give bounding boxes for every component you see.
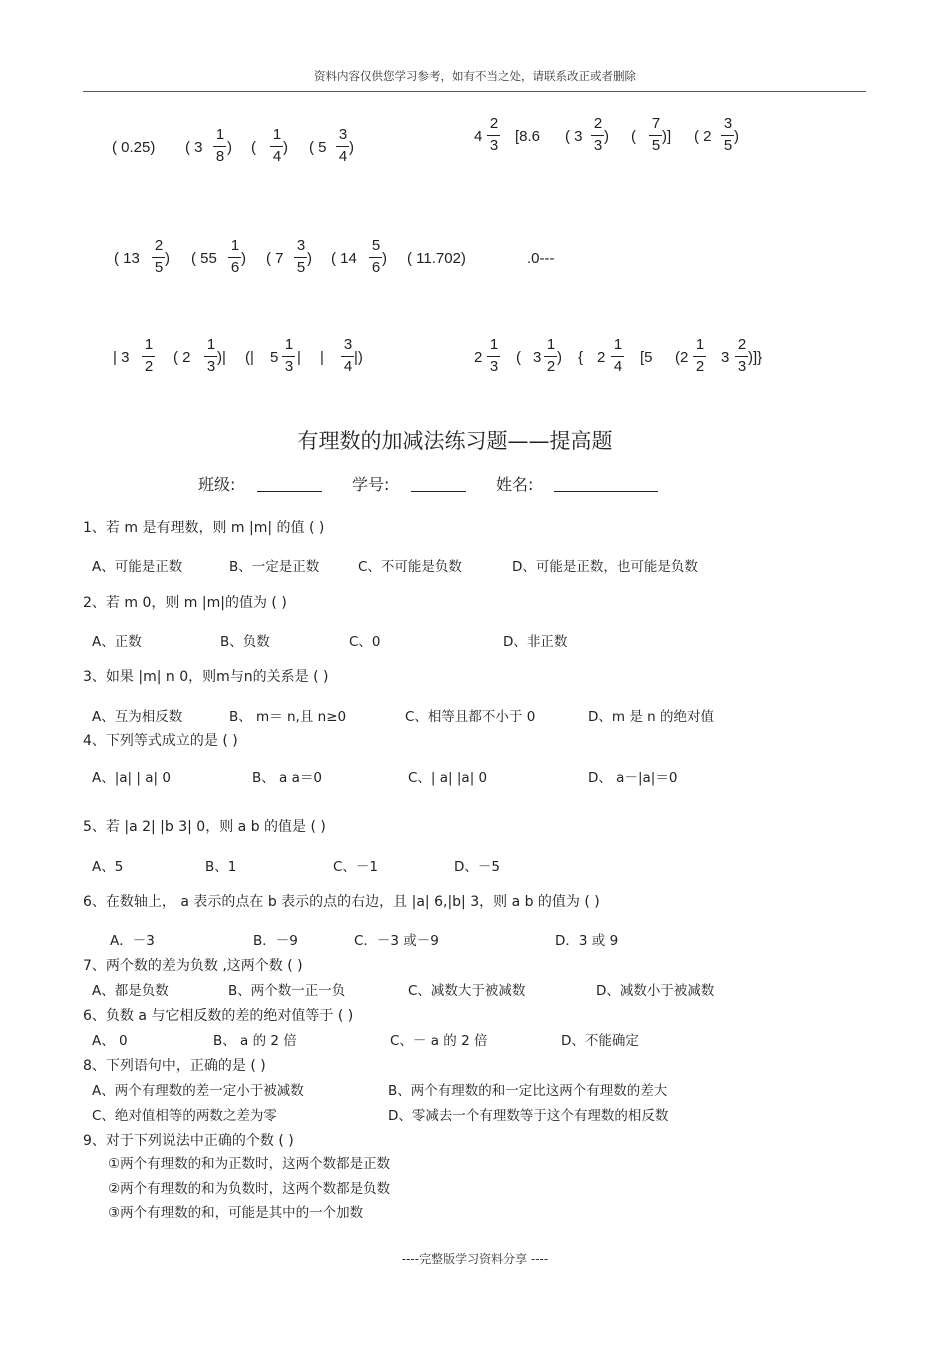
row3-left-text-0: | 3 <box>113 349 130 366</box>
name-label: 姓名: <box>496 475 534 494</box>
row1-left-text-4: ( <box>251 139 256 156</box>
row1-left-frac-2-denominator: 8 <box>215 148 225 165</box>
question-5-option-1[interactable]: A、5 <box>92 859 124 875</box>
question-4-option-4[interactable]: D、 a－|a|＝0 <box>588 770 678 786</box>
row2-frac-1-bar <box>152 257 165 258</box>
row2-frac-7-denominator: 5 <box>296 259 306 276</box>
row3-right-frac-11-numerator: 1 <box>695 336 705 353</box>
row3-left-text-5: (| <box>245 349 254 366</box>
row1-left-frac-2-numerator: 1 <box>215 126 225 143</box>
row1-right-text-8: )] <box>662 128 672 145</box>
row1-left-text-6: ) <box>283 139 288 156</box>
question-7-option-1[interactable]: A、都是负数 <box>92 983 169 999</box>
row3-left-frac-3-bar <box>204 356 217 357</box>
row3-left-frac-3-numerator: 1 <box>206 336 216 353</box>
row3-right-text-10: (2 <box>675 349 689 366</box>
row3-left-frac-7-numerator: 1 <box>284 336 294 353</box>
question-6: 6、在数轴上， a 表示的点在 b 表示的点的右边，且 |a| 6,|b| 3，则 a b 的值为 ( ) <box>83 894 600 910</box>
row2-frac-10-bar <box>369 257 382 258</box>
question-1-option-4[interactable]: D、可能是正数，也可能是负数 <box>512 559 698 575</box>
row1-left-frac-8-denominator: 4 <box>338 148 348 165</box>
question-2-option-4[interactable]: D、非正数 <box>503 634 568 650</box>
row1-right-frac-4-numerator: 2 <box>593 115 603 132</box>
row3-right-frac-8-denominator: 4 <box>613 358 623 375</box>
question-10-option-3[interactable]: ③两个有理数的和，可能是其中的一个加数 <box>108 1205 364 1221</box>
row2-frac-7-numerator: 3 <box>296 237 306 254</box>
row2-text-0: ( 13 <box>114 250 140 267</box>
question-3-option-4[interactable]: D、m 是 n 的绝对值 <box>588 709 714 725</box>
row1-right-frac-4-bar <box>591 135 604 136</box>
question-2-option-3[interactable]: C、0 <box>349 634 381 650</box>
row1-right-text-0: 4 <box>474 128 483 145</box>
row2-frac-4-numerator: 1 <box>230 237 240 254</box>
question-10-option-2[interactable]: ②两个有理数的和为负数时，这两个数都是负数 <box>108 1181 391 1197</box>
row1-right-frac-10-numerator: 3 <box>723 115 733 132</box>
row3-right-text-0: 2 <box>474 349 483 366</box>
question-7-option-2[interactable]: B、两个数一正一负 <box>228 983 346 999</box>
row2-text-3: ( 55 <box>191 250 217 267</box>
question-2-option-2[interactable]: B、负数 <box>220 634 270 650</box>
row1-right-text-11: ) <box>734 128 739 145</box>
row1-right-frac-1-denominator: 3 <box>489 137 499 154</box>
row3-left-text-6: 5 <box>270 349 279 366</box>
question-9-option-2[interactable]: B、两个有理数的和一定比这两个有理数的差大 <box>388 1083 668 1099</box>
row3-right-frac-1-denominator: 3 <box>489 358 499 375</box>
question-6-option-1[interactable]: A．－3 <box>110 933 155 949</box>
question-7-option-3[interactable]: C、减数大于被减数 <box>408 983 526 999</box>
row1-right-frac-7-bar <box>649 135 662 136</box>
row3-right-frac-11-bar <box>693 356 706 357</box>
question-4-option-3[interactable]: C、| a| |a| 0 <box>408 770 488 786</box>
row3-right-text-2: ( <box>516 349 521 366</box>
page-header: 资料内容仅供您学习参考，如有不当之处，请联系改正或者删除 <box>314 69 636 83</box>
row1-left-text-7: ( 5 <box>309 139 327 156</box>
row2-frac-10-denominator: 6 <box>371 259 381 276</box>
row3-right-text-3: 3 <box>533 349 542 366</box>
question-2: 2、若 m 0，则 m |m|的值为 ( ) <box>83 595 287 611</box>
row3-left-frac-10-bar <box>341 356 354 357</box>
row3-right-frac-1-numerator: 1 <box>489 336 499 353</box>
row1-right-frac-1-bar <box>487 135 500 136</box>
row3-right-frac-11-denominator: 2 <box>695 358 705 375</box>
question-6-option-4[interactable]: D．3 或 9 <box>555 933 619 949</box>
row1-right-frac-10-bar <box>721 135 734 136</box>
row2-text-5: ) <box>241 250 246 267</box>
question-9-option-3[interactable]: C、绝对值相等的两数之差为零 <box>92 1108 277 1124</box>
question-10: 9、对于下列说法中正确的个数 ( ) <box>83 1133 294 1149</box>
row3-right-frac-13-bar <box>735 356 748 357</box>
row3-right-frac-4-numerator: 1 <box>546 336 556 353</box>
class-label: 班级: <box>198 475 236 494</box>
row1-right-text-9: ( 2 <box>694 128 712 145</box>
question-5-option-4[interactable]: D、－5 <box>454 859 500 875</box>
row3-left-text-9: | <box>320 349 324 366</box>
question-3-option-2[interactable]: B、 m＝ n,且 n≥0 <box>229 709 347 725</box>
row1-right-text-2: [8.6 <box>515 128 541 145</box>
row2-text-13: .0--- <box>527 250 555 267</box>
row1-left-frac-8-numerator: 3 <box>338 126 348 143</box>
row2-text-2: ) <box>165 250 170 267</box>
question-8-option-2[interactable]: B、 a 的 2 倍 <box>213 1033 297 1049</box>
question-7: 7、两个数的差为负数 ,这两个数 ( ) <box>83 958 303 974</box>
question-1-option-2[interactable]: B、一定是正数 <box>229 559 320 575</box>
page-footer: ----完整版学习资料分享 ---- <box>401 1252 549 1266</box>
row2-frac-4-denominator: 6 <box>230 259 240 276</box>
row3-right-text-6: { <box>578 349 584 366</box>
row1-right-frac-1-numerator: 2 <box>489 115 499 132</box>
question-6-option-3[interactable]: C．－3 或－9 <box>354 933 439 949</box>
question-3: 3、如果 |m| n 0，则m与n的关系是 ( ) <box>83 669 329 685</box>
question-3-option-3[interactable]: C、相等且都不小于 0 <box>405 709 536 725</box>
row1-left-frac-2-bar <box>213 146 226 147</box>
question-4: 4、下列等式成立的是 ( ) <box>83 733 238 749</box>
number-blank[interactable] <box>411 491 466 492</box>
row3-right-text-5: ) <box>557 349 562 366</box>
row3-right-frac-8-numerator: 1 <box>613 336 623 353</box>
row3-right-text-12: 3 <box>721 349 730 366</box>
question-5-option-3[interactable]: C、－1 <box>333 859 379 875</box>
question-8-option-4[interactable]: D、不能确定 <box>561 1033 639 1049</box>
class-blank[interactable] <box>257 491 322 492</box>
row3-left-frac-1-denominator: 2 <box>144 358 154 375</box>
row3-left-frac-1-bar <box>142 356 155 357</box>
row2-text-12: ( 11.702) <box>407 250 466 267</box>
row3-right-text-14: )]} <box>748 349 763 366</box>
header-rule <box>83 91 866 92</box>
row1-right-frac-7-denominator: 5 <box>651 137 661 154</box>
row2-frac-4-bar <box>228 257 241 258</box>
row1-left-text-1: ( 3 <box>185 139 203 156</box>
row3-right-frac-8-bar <box>611 356 624 357</box>
row1-left-frac-5-denominator: 4 <box>272 148 282 165</box>
row2-text-8: ) <box>307 250 312 267</box>
row2-text-6: ( 7 <box>266 250 284 267</box>
question-8: 6、负数 a 与它相反数的差的绝对值等于 ( ) <box>83 1008 354 1024</box>
question-1: 1、若 m 是有理数，则 m |m| 的值 ( ) <box>83 520 325 536</box>
row3-left-frac-10-numerator: 3 <box>343 336 353 353</box>
question-8-option-1[interactable]: A、 0 <box>92 1033 128 1049</box>
row3-right-frac-4-denominator: 2 <box>546 358 556 375</box>
row2-frac-1-denominator: 5 <box>154 259 164 276</box>
row1-right-text-3: ( 3 <box>565 128 583 145</box>
row3-right-frac-13-denominator: 3 <box>737 358 747 375</box>
question-3-option-1[interactable]: A、互为相反数 <box>92 709 183 725</box>
row1-right-frac-7-numerator: 7 <box>651 115 661 132</box>
question-1-option-3[interactable]: C、不可能是负数 <box>358 559 462 575</box>
row3-right-text-9: [5 <box>640 349 653 366</box>
question-9-option-1[interactable]: A、两个有理数的差一定小于被减数 <box>92 1083 304 1099</box>
question-5: 5、若 |a 2| |b 3| 0，则 a b 的值是 ( ) <box>83 819 326 835</box>
row3-left-frac-7-denominator: 3 <box>284 358 294 375</box>
row3-left-frac-7-bar <box>282 356 295 357</box>
row1-left-text-9: ) <box>349 139 354 156</box>
row3-left-text-11: |) <box>354 349 363 366</box>
row1-right-frac-10-denominator: 5 <box>723 137 733 154</box>
row3-right-frac-13-numerator: 2 <box>737 336 747 353</box>
question-5-option-2[interactable]: B、1 <box>205 859 237 875</box>
name-blank[interactable] <box>554 491 658 492</box>
question-7-option-4[interactable]: D、减数小于被减数 <box>596 983 715 999</box>
page-title: 有理数的加减法练习题——提高题 <box>297 429 613 453</box>
row1-right-text-6: ( <box>631 128 636 145</box>
question-9: 8、下列语句中，正确的是 ( ) <box>83 1058 266 1074</box>
question-1-option-1[interactable]: A、可能是正数 <box>92 559 183 575</box>
question-8-option-3[interactable]: C、－ a 的 2 倍 <box>390 1033 488 1049</box>
row1-left-text-0: ( 0.25) <box>112 139 156 156</box>
row1-right-text-5: ) <box>604 128 609 145</box>
question-10-option-1[interactable]: ①两个有理数的和为正数时，这两个数都是正数 <box>108 1156 391 1172</box>
question-4-option-1[interactable]: A、|a| | a| 0 <box>92 770 171 786</box>
question-4-option-2[interactable]: B、 a a＝0 <box>252 770 322 786</box>
row3-right-text-7: 2 <box>597 349 606 366</box>
question-2-option-1[interactable]: A、正数 <box>92 634 142 650</box>
row1-left-frac-5-bar <box>270 146 283 147</box>
row3-left-frac-1-numerator: 1 <box>144 336 154 353</box>
row2-frac-1-numerator: 2 <box>154 237 164 254</box>
row2-frac-7-bar <box>294 257 307 258</box>
row1-left-frac-8-bar <box>336 146 349 147</box>
row2-frac-10-numerator: 5 <box>371 237 381 254</box>
row3-left-frac-10-denominator: 4 <box>343 358 353 375</box>
row3-right-frac-1-bar <box>487 356 500 357</box>
row3-left-text-8: | <box>297 349 301 366</box>
row2-text-9: ( 14 <box>331 250 357 267</box>
number-label: 学号: <box>352 475 390 494</box>
row1-left-text-3: ) <box>227 139 232 156</box>
question-9-option-4[interactable]: D、零减去一个有理数等于这个有理数的相反数 <box>388 1108 669 1124</box>
row1-left-frac-5-numerator: 1 <box>272 126 282 143</box>
row3-left-text-4: )| <box>217 349 226 366</box>
row3-right-frac-4-bar <box>544 356 557 357</box>
row3-left-frac-3-denominator: 3 <box>206 358 216 375</box>
row3-left-text-2: ( 2 <box>173 349 191 366</box>
row2-text-11: ) <box>382 250 387 267</box>
question-6-option-2[interactable]: B．－9 <box>253 933 298 949</box>
row1-right-frac-4-denominator: 3 <box>593 137 603 154</box>
